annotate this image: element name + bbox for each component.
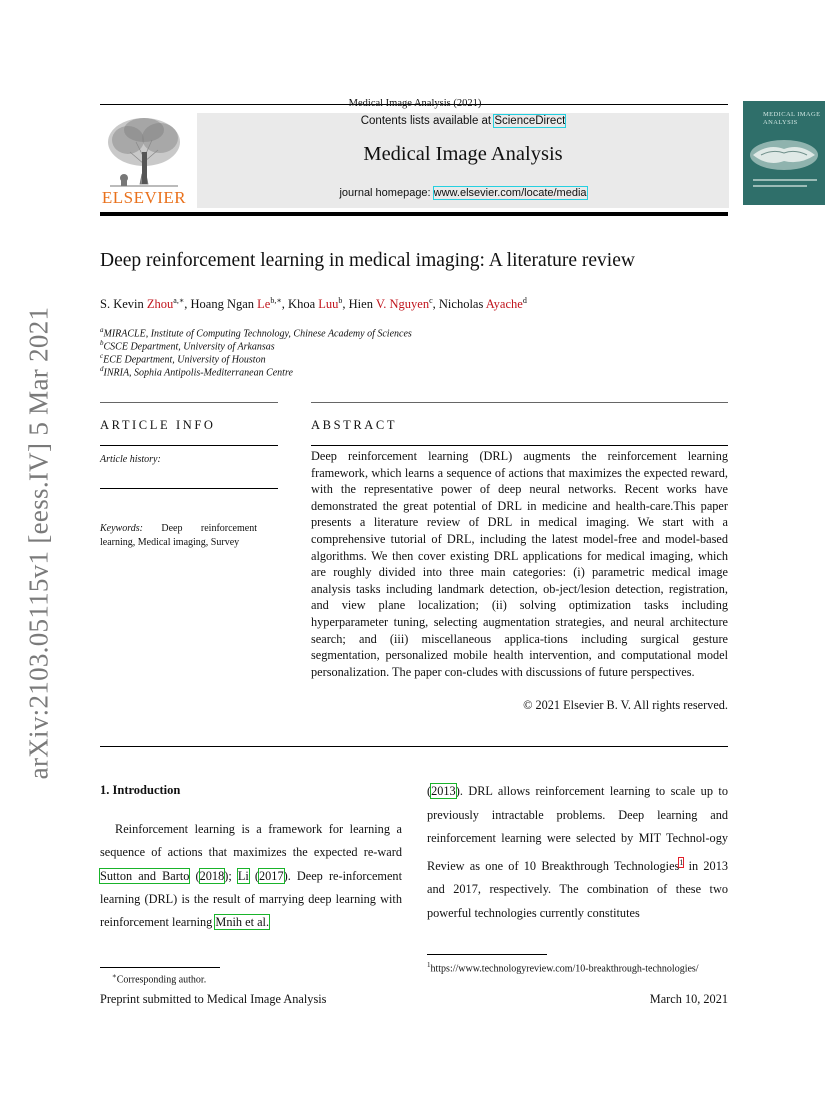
abstract-heading: ABSTRACT <box>311 418 398 432</box>
citation-link[interactable]: Mnih et al. <box>215 915 270 930</box>
citation-year-link[interactable]: 2013 <box>431 784 456 798</box>
publisher-name: ELSEVIER <box>101 188 187 207</box>
author: Hien V. Nguyen$^c$, <box>348 296 439 312</box>
keywords <box>100 522 257 550</box>
affiliation: $^c$ECE Department, University of Houston <box>100 352 266 366</box>
copyright: © 2021 Elsevier B. V. All rights reserved. <box>523 698 728 712</box>
footnote-rule <box>100 967 220 968</box>
rule <box>100 402 278 403</box>
citation-link[interactable]: Li <box>237 868 249 883</box>
author-name-link[interactable]: Luu <box>318 297 339 312</box>
footnote-corresponding: ∗Corresponding author. <box>112 972 207 986</box>
author-name-link[interactable]: Le <box>257 297 271 312</box>
intro-left-column: Reinforcement learning is a framework for learning a sequence of actions that maximizes the expected re-ward Sutton and Barto (2018); Li (2017). Deep re-inforcement learning (DRL) is the result of marrying deep learning with reinforcement learning Mnih et al. <box>100 822 402 930</box>
rule <box>311 445 728 446</box>
rule <box>100 746 728 747</box>
author: Nicholas Ayache$^d$ <box>438 296 527 312</box>
citation-link[interactable]: Sutton and Barto <box>100 868 190 883</box>
footer-preprint: Preprint submitted to Medical Image Analysis <box>100 992 327 1006</box>
affiliation: $^b$CSCE Department, University of Arkansas <box>100 339 275 353</box>
author-list <box>100 296 527 312</box>
section-heading: 1. Introduction <box>100 783 181 797</box>
citation-year-link[interactable]: 2018 <box>199 868 225 883</box>
abstract-text: Deep reinforcement learning (DRL) augments the reinforcement learning framework, which learns a sequence of actions that maximizes the expected reward, with the representative power of deep neural networks. Recent works have demonstrated the great potential of DRL in medicine and health-care.This paper presents a literature review of DRL in medical imaging. We start with a comprehensive tutorial of DRL, including the latest model-free and model-based algorithms. We then cover existing DRL applications for medical imaging, which are roughly divided into three main categories: (i) parametric medical image analysis tasks including landmark detection, ob-ject/lesion detection, registration, and view plane localization; (ii) solving optimization tasks including hyperparameter tuning, selecting augmentation strategies, and neural architecture search; and (iii) miscellaneous applica-tions including surgical gesture segmentation, personalized mobile health intervention, and computational model personalization. The paper con-cludes with discussions of future perspectives. <box>311 449 728 679</box>
cover-brain-icon <box>743 135 825 175</box>
footnote-rule <box>427 954 547 955</box>
rule <box>100 445 278 446</box>
journal-cover-image <box>743 101 825 205</box>
author: Hoang Ngan $Le^{b,∗}$, <box>190 296 289 312</box>
journal-name: Medical Image Analysis <box>363 143 563 165</box>
affiliation: $^d$INRIA, Sophia Antipolis-Mediterranean Centre <box>100 365 293 379</box>
keywords-label: Keywords: <box>100 523 143 534</box>
intro-right-column: (2013). DRL allows reinforcement learning to scale up to previously intractable problems. Deep learning and reinforcement learning were selected by MIT Technol-ogy Review as one of 10 Breakthrough Technologies$^1$ in 2013 and 2017, respectively. The combination of these two powerful technologies currently constitutes <box>427 784 729 920</box>
cover-title: MEDICAL IMAGE ANALYSIS <box>763 111 821 126</box>
cover-rule <box>753 179 817 181</box>
sciencedirect-link[interactable]: ScienceDirect <box>494 115 566 127</box>
rule <box>311 402 728 403</box>
author-name-link[interactable]: Ayache <box>485 297 523 312</box>
affiliation: $^a$MIRACLE, Institute of Computing Technology, Chinese Academy of Sciences <box>100 326 412 340</box>
author-name-link[interactable]: Zhou <box>146 297 174 312</box>
author-name-link[interactable]: V. Nguyen <box>375 297 430 312</box>
citation-year-link[interactable]: 2017 <box>259 868 284 883</box>
footer-date: March 10, 2021 <box>649 992 728 1006</box>
journal-running-head: Medical Image Analysis (2021) <box>348 98 482 109</box>
arxiv-stamp <box>16 295 62 790</box>
arxiv-id: arXiv:2103.05115v1 [eess.IV] 5 Mar 2021 <box>23 306 54 779</box>
rule <box>100 488 278 489</box>
footnote-1: $^1$https://www.technologyreview.com/10-breakthrough-technologies/ <box>427 961 699 975</box>
homepage-link[interactable]: www.elsevier.com/locate/media <box>433 187 587 199</box>
paper-title: Deep reinforcement learning in medical imaging: A literature review <box>100 250 635 271</box>
homepage-line <box>197 187 729 199</box>
author: Khoa Luu$^b$, <box>288 296 349 312</box>
cover-rule <box>753 185 807 187</box>
footnote-link[interactable]: 1 <box>679 857 684 867</box>
article-history: Article history: <box>100 454 161 465</box>
article-info-heading: ARTICLE INFO <box>100 418 216 432</box>
author: S. Kevin Zhou$^{a,∗}$, <box>100 296 191 312</box>
contents-prefix: Contents lists available at <box>360 115 495 127</box>
contents-line <box>197 115 729 127</box>
keywords-text: Deep reinforcement learning, Medical imaging, Survey <box>100 523 257 548</box>
header-bottom-rule <box>100 212 728 216</box>
homepage-prefix: journal homepage: <box>339 187 434 199</box>
